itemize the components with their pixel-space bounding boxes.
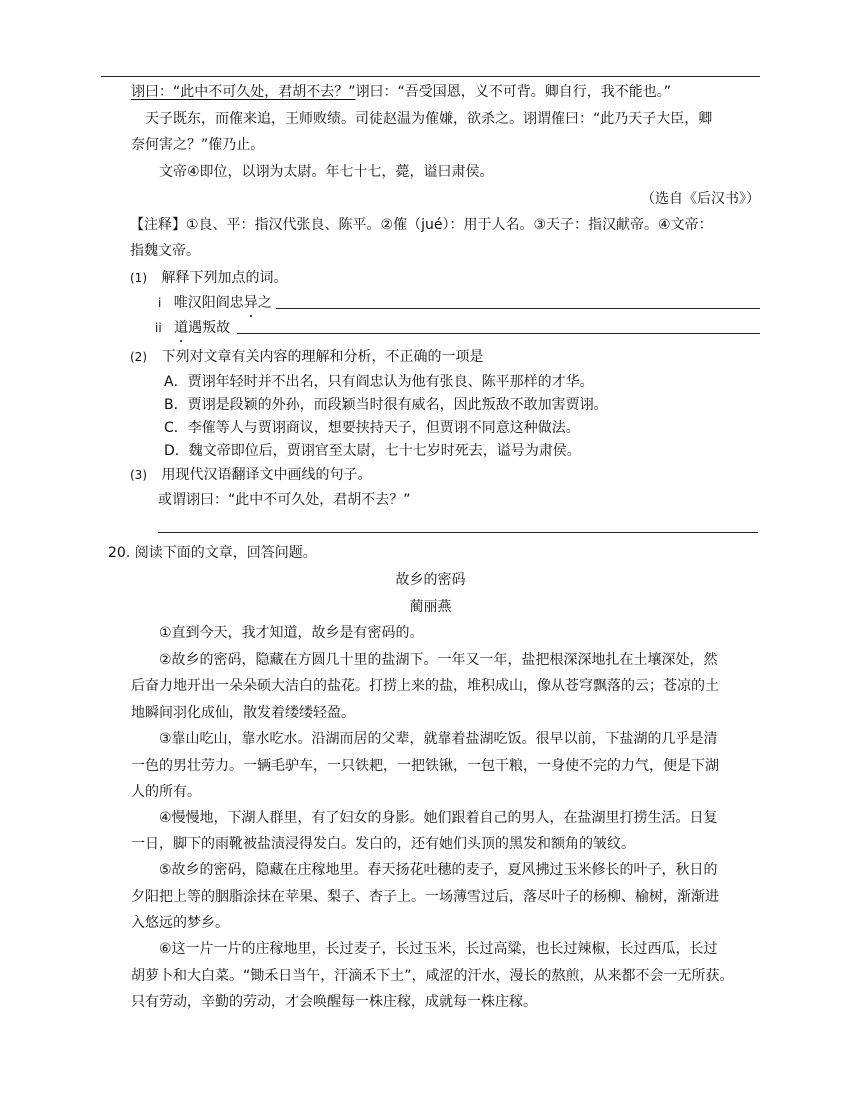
question-20-heading: 20. 阅读下面的文章，回答问题。 [108,545,317,561]
underlined-sentence: 诩曰：“此中不可久处，君胡不去？” [131,84,356,100]
question-3: (3) 用现代汉语翻译文中画线的句子。 [130,467,372,483]
article-author: 蔺丽燕 [409,599,452,615]
paragraph-2-line-1: ②故乡的密码，隐藏在方圆几十里的盐湖下。一年又一年，盐把根深深地扎在土壤深处，然 [159,652,718,668]
paragraph-2-line-2: 后奋力地开出一朵朵硕大洁白的盐花。打捞上来的盐，堆积成山，像从苍穹飘落的云；苍凉的土 [131,678,719,694]
passage-line-4: 文帝④即位，以诩为太尉。年七十七，薨，谥曰肃侯。 [159,164,494,180]
option-b[interactable]: B．贾诩是段颖的外孙，而段颖当时很有威名，因此叛敌不敢加害贾诩。 [164,397,608,413]
paragraph-4-line-2: 一日，脚下的雨靴被盐渍浸得发白。发白的，还有她们头顶的黑发和额角的皱纹。 [131,836,635,852]
question-1: (1) 解释下列加点的词。 [130,270,288,286]
passage-line-3: 奈何害之？”傕乃止。 [131,137,265,153]
paragraph-5-line-2: 夕阳把上等的胭脂涂抹在苹果、梨子、杏子上。一场薄雪过后，落尽叶子的杨柳、榆树，渐渐进 [131,889,719,905]
paragraph-5-line-3: 入悠远的梦乡。 [131,915,229,931]
header-rule [101,76,760,77]
source-citation: （选自《后汉书》） [641,191,760,207]
question-1-i: i 唯汉阳阎忠异之 [158,295,272,311]
paragraph-3-line-2: 一色的男壮劳力。一辆毛驴车，一只铁耙，一把铁锹，一包干粮，一身使不完的力气，便是下湖 [131,758,719,774]
question-1-ii: ii 道遇叛故 [155,320,231,336]
note-line-1: 【注释】①良、平：指汉代张良、陈平。②傕（jué）：用于人名。③天子：指汉献帝。④文帝： [130,217,713,233]
paragraph-6-line-2: 胡萝卜和大白菜。“锄禾日当午，汗滴禾下土”，咸涩的汗水，漫长的熬煎，从来都不会一无所获。 [131,968,734,984]
option-d[interactable]: D．魏文帝即位后，贾诩官至太尉，七十七岁时死去，谥号为肃侯。 [164,443,581,459]
paragraph-6-line-1: ⑥这一片一片的庄稼地里，长过麦子，长过玉米，长过高粱，也长过辣椒，长过西瓜，长过 [159,941,718,957]
paragraph-5-line-1: ⑤故乡的密码，隐藏在庄稼地里。春天扬花吐穗的麦子，夏风拂过玉米修长的叶子，秋日的 [159,862,718,878]
paragraph-6-line-3: 只有劳动，辛勤的劳动，才会唤醒每一株庄稼，成就每一株庄稼。 [131,994,537,1010]
answer-line-i[interactable] [276,308,760,309]
answer-line-ii[interactable] [237,333,760,334]
paragraph-3-line-3: 人的所有。 [131,784,201,800]
passage-line-1: 诩曰：“此中不可久处，君胡不去？”诩曰：“吾受国恩，义不可背。卿自行，我不能也。” [131,84,672,100]
paragraph-4-line-1: ④慢慢地，下湖人群里，有了妇女的身影。她们跟着自己的男人，在盐湖里打捞生活。日复 [159,810,718,826]
question-3-sentence: 或谓诩曰：“此中不可久处，君胡不去？” [158,492,411,508]
paragraph-3-line-1: ③靠山吃山，靠水吃水。沿湖而居的父辈，就靠着盐湖吃饭。很早以前，下盐湖的几乎是清 [159,731,718,747]
question-2: (2) 下列对文章有关内容的理解和分析，不正确的一项是 [130,349,484,365]
passage-line-2: 天子既东，而傕来追，王师败绩。司徒赵温为傕嫌，欲杀之。诩谓傕曰：“此乃天子大臣，卿 [145,111,713,127]
note-line-2: 指魏文帝。 [130,243,200,259]
paragraph-2-line-3: 地瞬间羽化成仙，散发着缕缕轻盈。 [131,705,355,721]
answer-line-3[interactable] [158,532,758,533]
paragraph-1: ①直到今天，我才知道，故乡是有密码的。 [159,625,424,641]
dotted-word: 异 [243,295,258,311]
option-c[interactable]: C．李傕等人与贾诩商议，想要挟持天子，但贾诩不同意这种做法。 [164,420,580,436]
dotted-word: 道 [174,320,189,336]
article-title: 故乡的密码 [395,572,466,588]
option-a[interactable]: A．贾诩年轻时并不出名，只有阎忠认为他有张良、陈平那样的才华。 [164,374,594,390]
